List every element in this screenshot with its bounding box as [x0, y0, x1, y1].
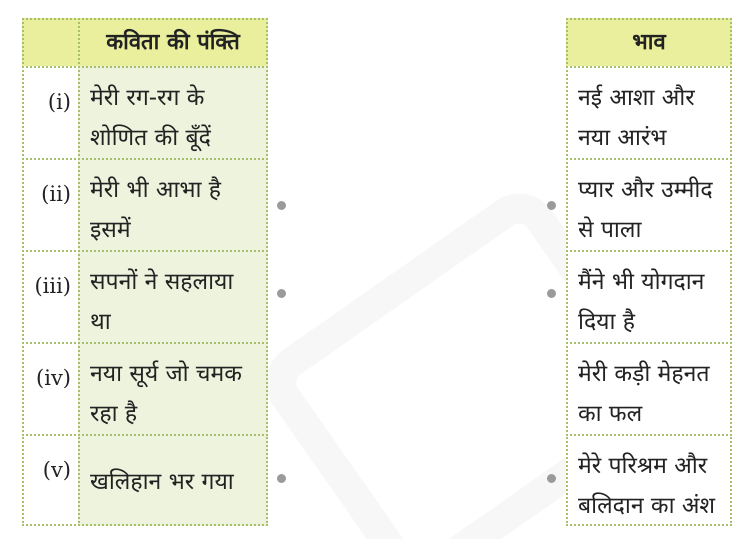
poem-line-cell: मेरी भी आभा है इसमें	[78, 158, 268, 252]
meaning-cell: मेरे परिश्रम और बलिदान का अंश	[566, 434, 732, 526]
meaning-cell: मेरी कड़ी मेहनत का फल	[566, 342, 732, 436]
poem-line-cell: सपनों ने सहलाया था	[78, 250, 268, 344]
match-dot-left[interactable]	[277, 474, 286, 483]
poem-line-cell: मेरी रग-रग के शोणित की बूँदें	[78, 66, 268, 160]
row-number: (iii)	[22, 250, 80, 344]
row-number: (i)	[22, 66, 80, 160]
header-meaning-label: भाव	[632, 30, 666, 55]
row-number: (iv)	[22, 342, 80, 436]
header-blank-cell	[22, 18, 80, 68]
poem-line-cell: नया सूर्य जो चमक रहा है	[78, 342, 268, 436]
match-dot-right[interactable]	[547, 201, 556, 210]
poem-line-cell: खलिहान भर गया	[78, 434, 268, 526]
meaning-cell: मैंने भी योगदान दिया है	[566, 250, 732, 344]
meaning-cell: प्यार और उम्मीद से पाला	[566, 158, 732, 252]
row-number: (v)	[22, 434, 80, 526]
header-poem-line-label: कविता की पंक्ति	[106, 30, 240, 55]
match-dot-left[interactable]	[277, 289, 286, 298]
header-poem-line	[78, 18, 268, 68]
header-meaning	[566, 18, 732, 68]
match-dot-left[interactable]	[277, 201, 286, 210]
match-dot-right[interactable]	[547, 474, 556, 483]
row-number: (ii)	[22, 158, 80, 252]
match-dot-right[interactable]	[547, 289, 556, 298]
meaning-cell: नई आशा और नया आरंभ	[566, 66, 732, 160]
